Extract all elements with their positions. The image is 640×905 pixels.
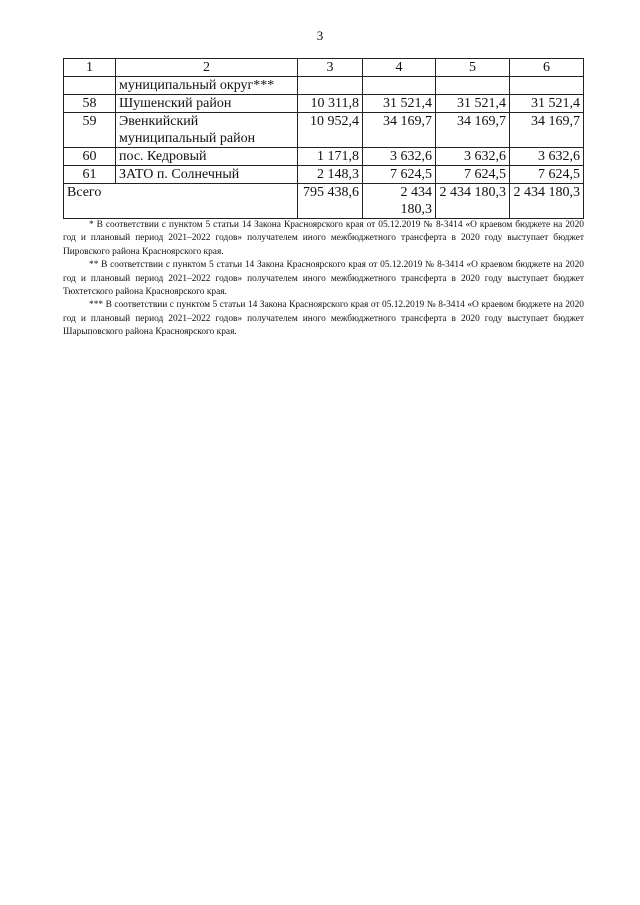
- value-cell: [436, 77, 510, 95]
- value-cell: 3 632,6: [363, 148, 436, 166]
- territory-name-cell: пос. Кедровый: [116, 148, 298, 166]
- value-cell: 31 521,4: [510, 95, 584, 113]
- footnote: *** В соответствии с пунктом 5 статьи 14 Закона Красноярского края от 05.12.2019 № 8-3414 «О краевом бюджете на 2020 год и плановый период 2021–2022 годов» получателем иного межбюджетного трансферта в 2020 году выступает бюджет Шарыповского района Красноярского края.: [63, 300, 584, 338]
- table-row: [64, 113, 584, 148]
- table-total-row: [64, 184, 584, 219]
- territory-name-cell: Шушенский район: [116, 95, 298, 113]
- table-header-row: [64, 59, 584, 77]
- column-header: 6: [510, 59, 584, 77]
- value-cell: 2 148,3: [298, 166, 363, 184]
- page-number: 3: [316, 28, 324, 43]
- footnote: * В соответствии с пунктом 5 статьи 14 Закона Красноярского края от 05.12.2019 № 8-3414 «О краевом бюджете на 2020 год и плановый период 2021–2022 годов» получателем иного межбюджетного трансферта в 2020 году выступает бюджет Пировского района Красноярского края.: [63, 220, 584, 257]
- value-cell: 34 169,7: [436, 113, 510, 148]
- total-label-cell: Всего: [64, 184, 298, 219]
- column-header: 5: [436, 59, 510, 77]
- value-cell: 10 311,8: [298, 95, 363, 113]
- row-number-cell: [64, 77, 116, 95]
- column-header: 2: [116, 59, 298, 77]
- value-cell: [298, 77, 363, 95]
- territory-name-cell: муниципальный округ***: [116, 77, 298, 95]
- footnote: ** В соответствии с пунктом 5 статьи 14 Закона Красноярского края от 05.12.2019 № 8-3414 «О краевом бюджете на 2020 год и плановый период 2021–2022 годов» получателем иного межбюджетного трансферта в 2020 году выступает бюджет Тюхтетского района Красноярского края.: [63, 260, 584, 298]
- column-header: 3: [298, 59, 363, 77]
- total-value-cell: 2 434 180,3: [436, 184, 510, 219]
- value-cell: [363, 77, 436, 95]
- row-number-cell: 58: [64, 95, 116, 113]
- row-number-cell: 61: [64, 166, 116, 184]
- value-cell: 1 171,8: [298, 148, 363, 166]
- value-cell: [510, 77, 584, 95]
- value-cell: 3 632,6: [436, 148, 510, 166]
- value-cell: 7 624,5: [436, 166, 510, 184]
- row-number-cell: 60: [64, 148, 116, 166]
- table-row: [64, 166, 584, 184]
- value-cell: 10 952,4: [298, 113, 363, 148]
- territory-name-cell: ЗАТО п. Солнечный: [116, 166, 298, 184]
- territory-name-cell: Эвенкийский муниципальный район: [116, 113, 298, 148]
- value-cell: 7 624,5: [510, 166, 584, 184]
- column-header: 4: [363, 59, 436, 77]
- table-row: [64, 77, 584, 95]
- footnotes: [63, 219, 584, 340]
- value-cell: 34 169,7: [363, 113, 436, 148]
- budget-table: [63, 58, 584, 219]
- value-cell: 3 632,6: [510, 148, 584, 166]
- row-number-cell: 59: [64, 113, 116, 148]
- total-value-cell: 2 434 180,3: [510, 184, 584, 219]
- value-cell: 34 169,7: [510, 113, 584, 148]
- value-cell: 31 521,4: [436, 95, 510, 113]
- table-row: [64, 148, 584, 166]
- total-value-cell: 795 438,6: [298, 184, 363, 219]
- table-row: [64, 95, 584, 113]
- column-header: 1: [64, 59, 116, 77]
- total-value-cell: 2 434 180,3: [363, 184, 436, 219]
- value-cell: 7 624,5: [363, 166, 436, 184]
- value-cell: 31 521,4: [363, 95, 436, 113]
